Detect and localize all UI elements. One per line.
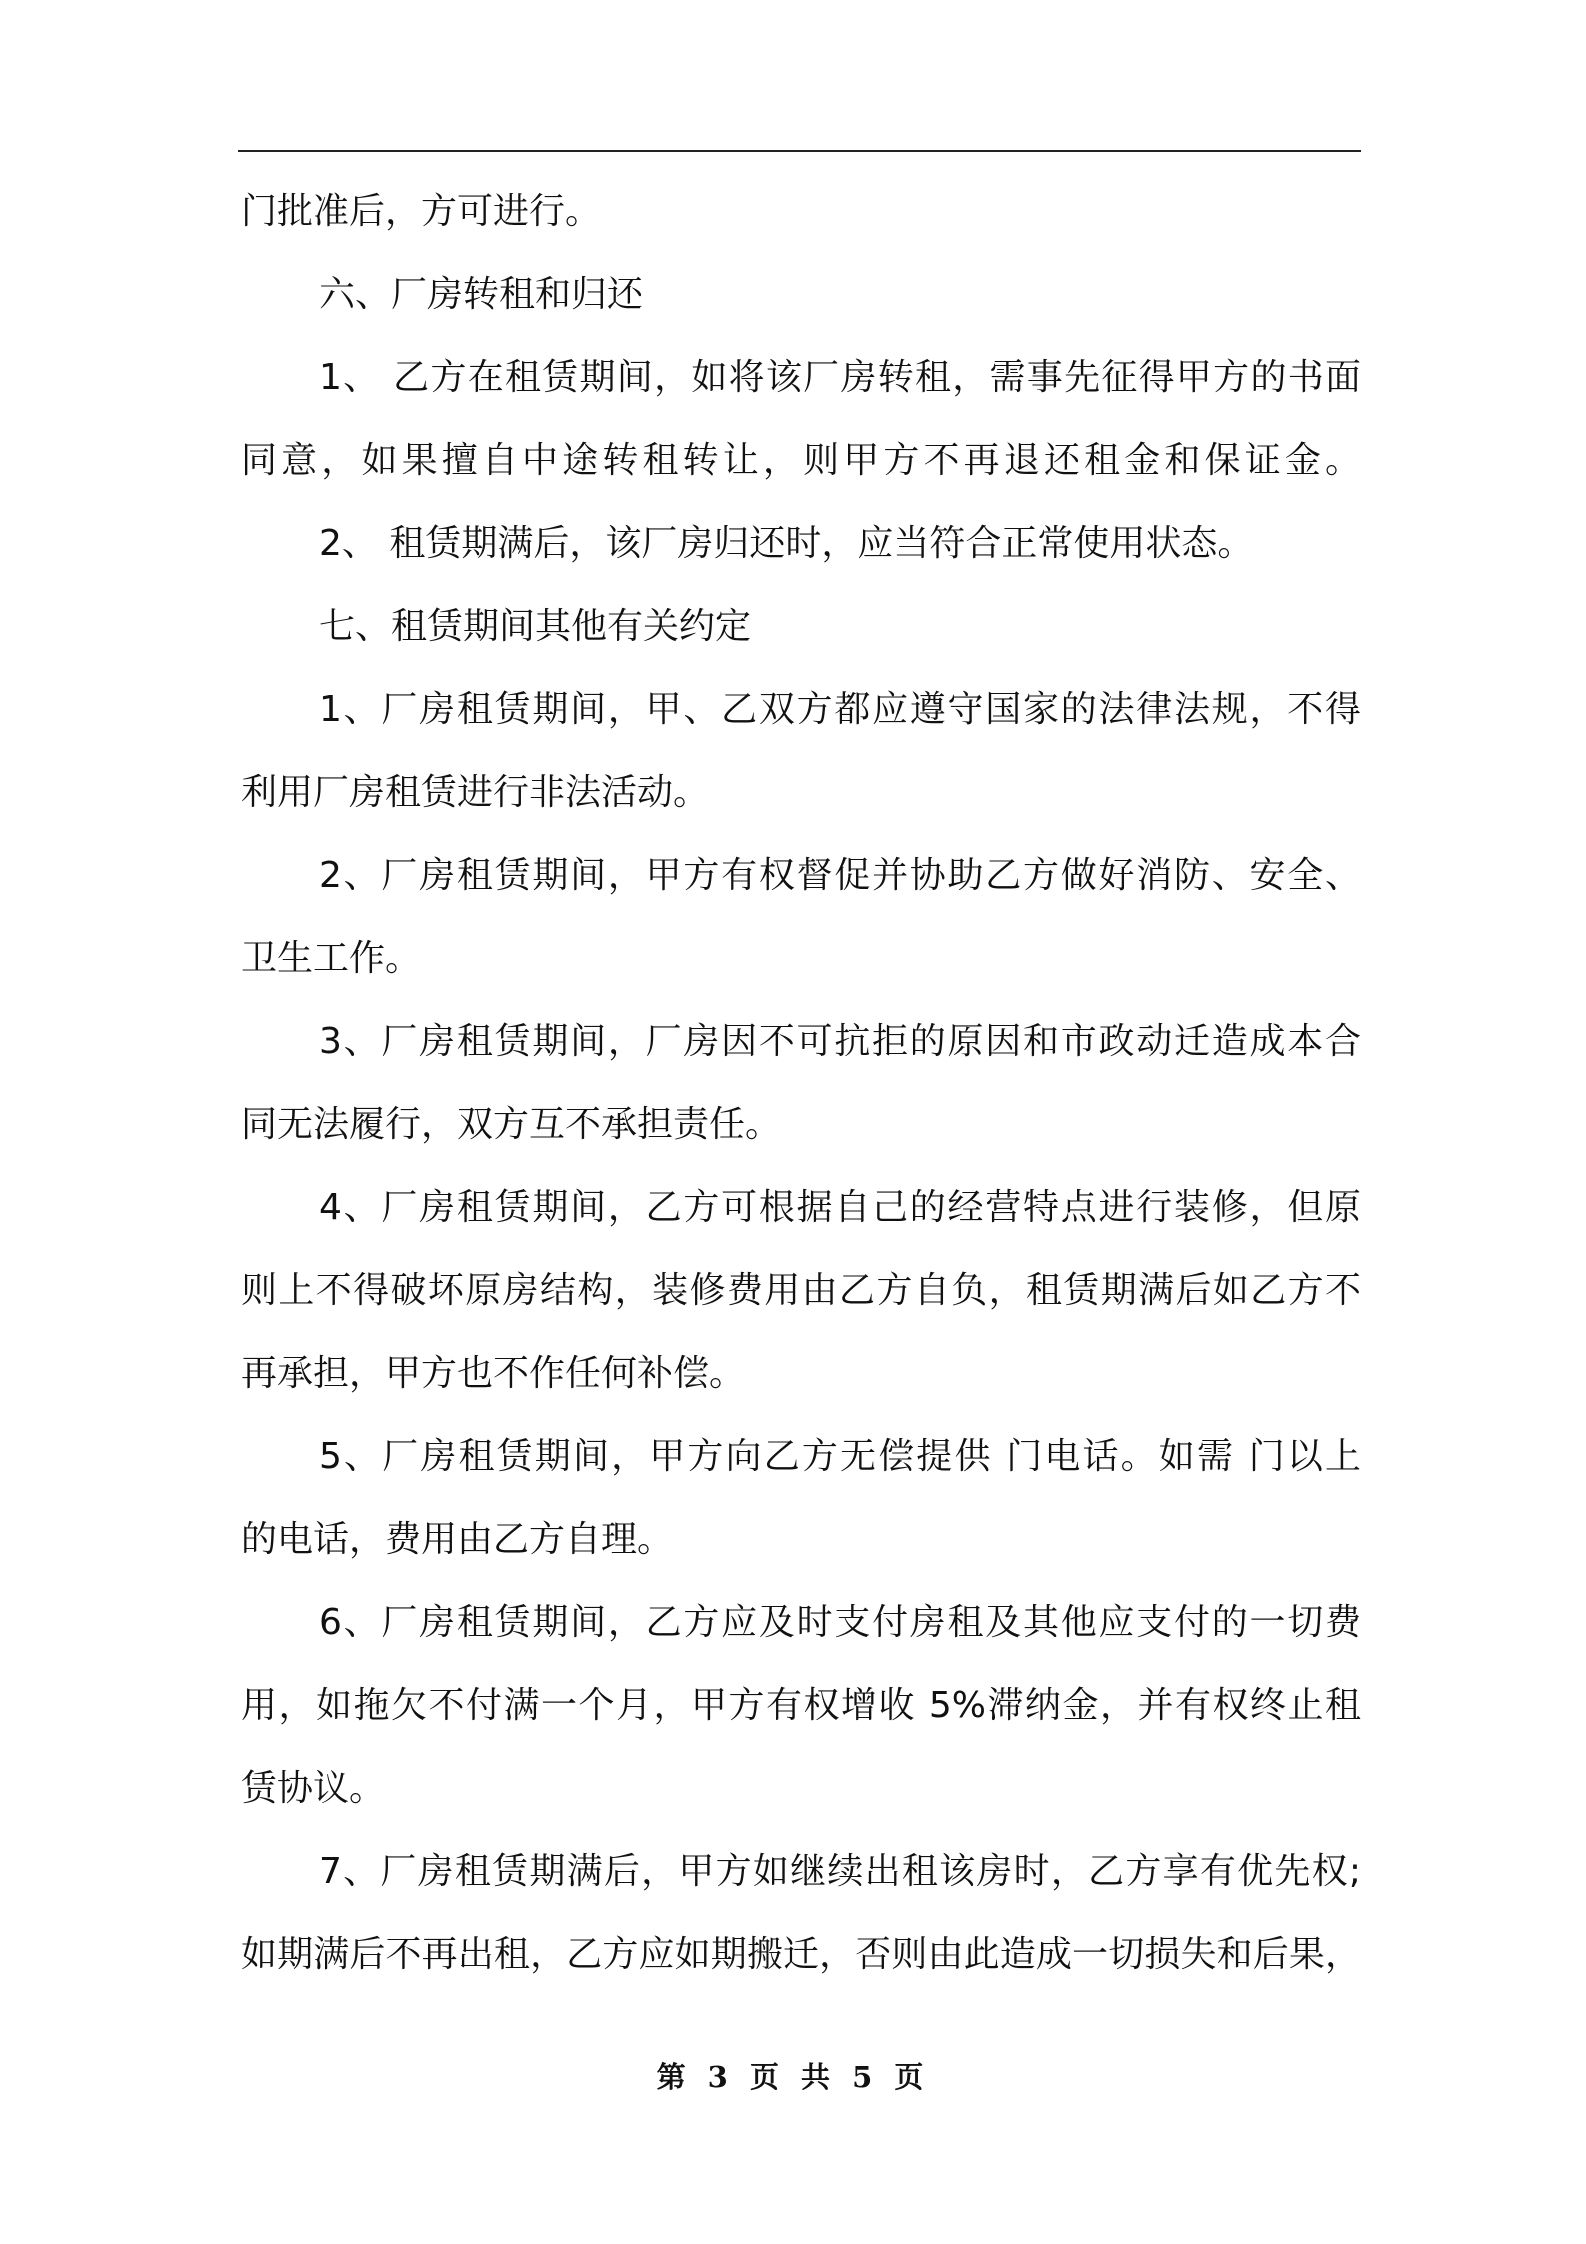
text-line: 的电话，费用由乙方自理。 <box>241 1519 674 1560</box>
text-line: 同无法履行，双方互不承担责任。 <box>241 1104 782 1145</box>
text-line: 再承担，甲方也不作任何补偿。 <box>241 1353 746 1394</box>
text-line: 同意，如果擅自中途转租转让，则甲方不再退还租金和保证金。 <box>241 440 1361 481</box>
page-number: 第 3 页 共 5 页 <box>656 2060 930 2094</box>
section-heading: 七、租赁期间其他有关约定 <box>319 606 752 647</box>
text-line: 赁协议。 <box>241 1768 386 1809</box>
text-line: 如期满后不再出租，乙方应如期搬迁，否则由此造成一切损失和后果， <box>241 1934 1361 1975</box>
text-line: 用，如拖欠不付满一个月，甲方有权增收 5%滞纳金，并有权终止租 <box>241 1685 1361 1726</box>
text-line: 2、 租赁期满后，该厂房归还时，应当符合正常使用状态。 <box>319 523 1254 564</box>
text-line: 1、 乙方在租赁期间，如将该厂房转租，需事先征得甲方的书面 <box>319 357 1361 398</box>
section-heading: 六、厂房转租和归还 <box>319 274 644 315</box>
text-line: 7、厂房租赁期满后，甲方如继续出租该房时，乙方享有优先权; <box>319 1851 1361 1892</box>
text-line: 则上不得破坏原房结构，装修费用由乙方自负，租赁期满后如乙方不 <box>241 1270 1361 1311</box>
text-line: 1、厂房租赁期间，甲、乙双方都应遵守国家的法律法规，不得 <box>319 689 1361 730</box>
text-line: 6、厂房租赁期间，乙方应及时支付房租及其他应支付的一切费 <box>319 1602 1361 1643</box>
text-line: 5、厂房租赁期间，甲方向乙方无偿提供 门电话。如需 门以上 <box>319 1436 1361 1477</box>
text-line: 利用厂房租赁进行非法活动。 <box>241 772 710 813</box>
header-rule <box>238 150 1361 152</box>
document-body <box>241 191 1361 2017</box>
text-line: 4、厂房租赁期间，乙方可根据自己的经营特点进行装修，但原 <box>319 1187 1361 1228</box>
text-line: 3、厂房租赁期间，厂房因不可抗拒的原因和市政动迁造成本合 <box>319 1021 1361 1062</box>
text-line: 2、厂房租赁期间，甲方有权督促并协助乙方做好消防、安全、 <box>319 855 1361 896</box>
text-line: 门批准后，方可进行。 <box>241 191 602 232</box>
text-line: 卫生工作。 <box>241 938 422 979</box>
